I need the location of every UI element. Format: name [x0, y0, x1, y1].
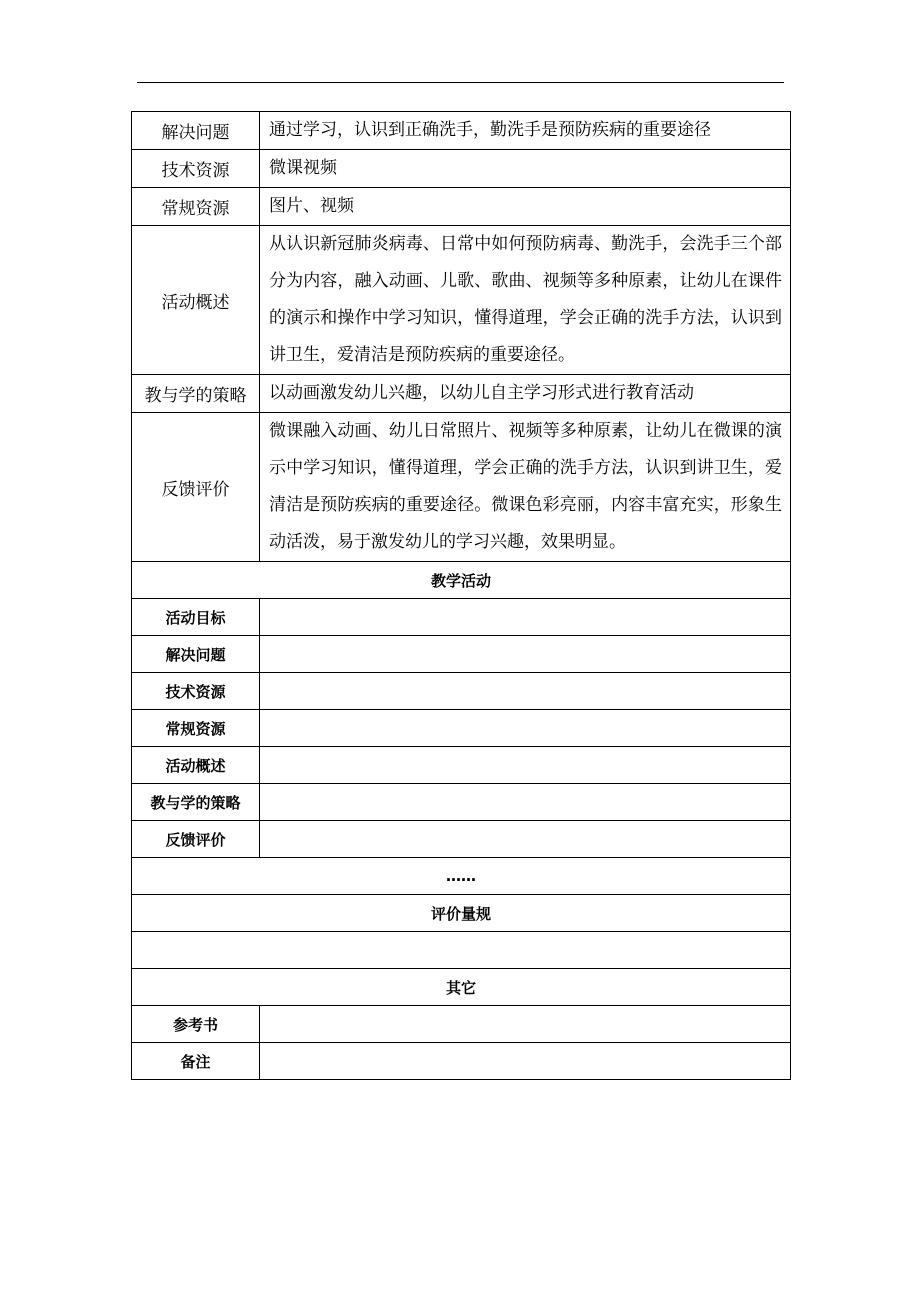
row-label: 技术资源 [132, 150, 260, 188]
table-row [132, 150, 791, 188]
table-row [132, 1043, 791, 1080]
row-label: 参考书 [132, 1006, 260, 1043]
row-label: 反馈评价 [132, 413, 260, 562]
rubric-empty-row [132, 932, 791, 969]
empty-cell[interactable] [260, 1006, 791, 1043]
row-label: 技术资源 [132, 673, 260, 710]
row-label: 反馈评价 [132, 821, 260, 858]
empty-cell[interactable] [260, 599, 791, 636]
row-label: 解决问题 [132, 636, 260, 673]
table-row [132, 599, 791, 636]
section-header-row [132, 895, 791, 932]
table-row [132, 636, 791, 673]
table-row [132, 188, 791, 226]
row-value: 图片、视频 [260, 188, 791, 226]
row-label: 常规资源 [132, 710, 260, 747]
empty-cell[interactable] [260, 821, 791, 858]
empty-cell[interactable] [260, 710, 791, 747]
empty-cell[interactable] [260, 747, 791, 784]
row-label: 常规资源 [132, 188, 260, 226]
row-label: 活动概述 [132, 226, 260, 375]
table-row [132, 821, 791, 858]
empty-cell[interactable] [132, 932, 791, 969]
section-title-rubric: 评价量规 [132, 895, 791, 932]
table-row [132, 1006, 791, 1043]
section-header-row [132, 562, 791, 599]
section-title-other: 其它 [132, 969, 791, 1006]
row-value: 通过学习，认识到正确洗手，勤洗手是预防疾病的重要途径 [260, 112, 791, 150]
table-row [132, 710, 791, 747]
row-value: 以动画激发幼儿兴趣，以幼儿自主学习形式进行教育活动 [260, 375, 791, 413]
section-header-row [132, 969, 791, 1006]
table-row [132, 112, 791, 150]
row-label: 教与学的策略 [132, 784, 260, 821]
lesson-form-table [131, 111, 791, 1080]
row-value: 微课融入动画、幼儿日常照片、视频等多种原素，让幼儿在微课的演示中学习知识，懂得道理，学会正确的洗手方法，认识到讲卫生，爱清洁是预防疾病的重要途径。微课色彩亮丽，内容丰富充实，形象生动活泼，易于激发幼儿的学习兴趣，效果明显。 [260, 413, 791, 562]
row-value: 微课视频 [260, 150, 791, 188]
row-label: 备注 [132, 1043, 260, 1080]
empty-cell[interactable] [260, 673, 791, 710]
table-row [132, 673, 791, 710]
empty-cell[interactable] [260, 1043, 791, 1080]
table-row [132, 747, 791, 784]
empty-cell[interactable] [260, 636, 791, 673]
section-title-teaching: 教学活动 [132, 562, 791, 599]
row-label: 活动概述 [132, 747, 260, 784]
empty-cell[interactable] [260, 784, 791, 821]
row-value: 从认识新冠肺炎病毒、日常中如何预防病毒、勤洗手，会洗手三个部分为内容，融入动画、儿歌、歌曲、视频等多种原素，让幼儿在课件的演示和操作中学习知识，懂得道理，学会正确的洗手方法，认识到讲卫生，爱清洁是预防疾病的重要途径。 [260, 226, 791, 375]
table-row [132, 226, 791, 375]
header-rule [137, 82, 784, 83]
ellipsis-row [132, 858, 791, 895]
table-row [132, 413, 791, 562]
row-label: 活动目标 [132, 599, 260, 636]
table-row [132, 784, 791, 821]
row-label: 教与学的策略 [132, 375, 260, 413]
table-row [132, 375, 791, 413]
ellipsis: …… [132, 858, 791, 895]
row-label: 解决问题 [132, 112, 260, 150]
